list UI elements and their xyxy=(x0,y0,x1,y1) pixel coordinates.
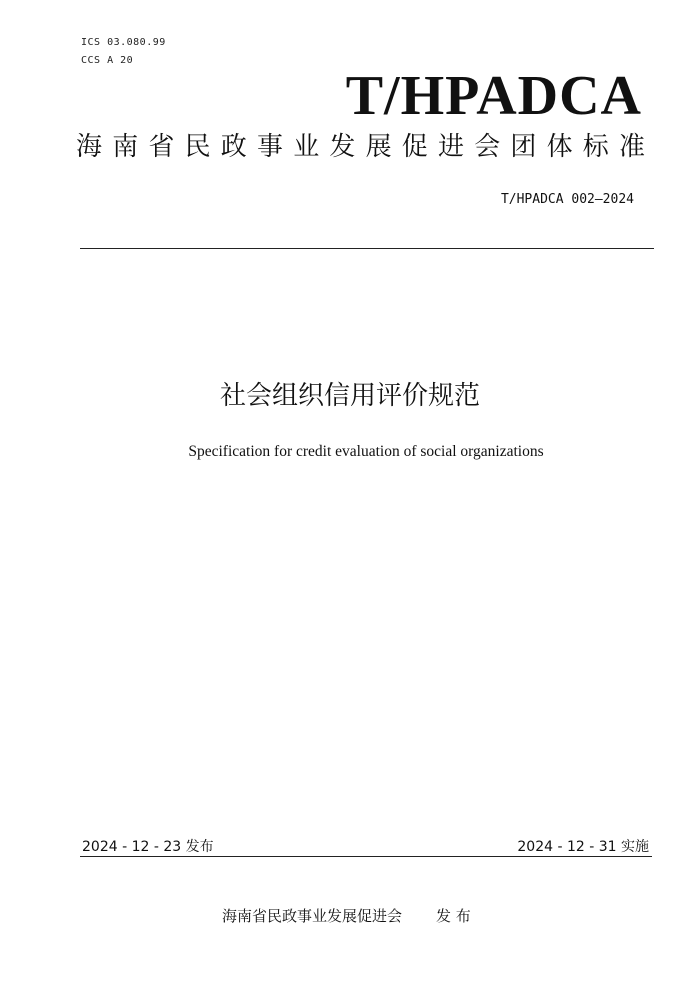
issue-date: 2024 - 12 - 23 发布 xyxy=(82,839,214,855)
organization-standard-name: 海南省民政事业发展促进会团体标准 xyxy=(76,132,656,162)
publisher-line xyxy=(222,905,471,926)
document-title-english: Specification for credit evaluation of social organizations xyxy=(188,443,544,460)
standard-number: T/HPADCA 002—2024 xyxy=(500,192,634,207)
ccs-code: CCS A 20 xyxy=(81,55,134,66)
publisher-name: 海南省民政事业发展促进会 xyxy=(222,907,403,925)
organization-code-logo: T/HPADCA xyxy=(345,65,642,127)
ics-code: ICS 03.080.99 xyxy=(81,37,166,48)
document-title-chinese: 社会组织信用评价规范 xyxy=(219,381,480,411)
footer-divider xyxy=(80,856,652,857)
publish-action: 发 布 xyxy=(436,907,471,925)
header-divider xyxy=(80,248,654,249)
implementation-date: 2024 - 12 - 31 实施 xyxy=(517,839,649,855)
